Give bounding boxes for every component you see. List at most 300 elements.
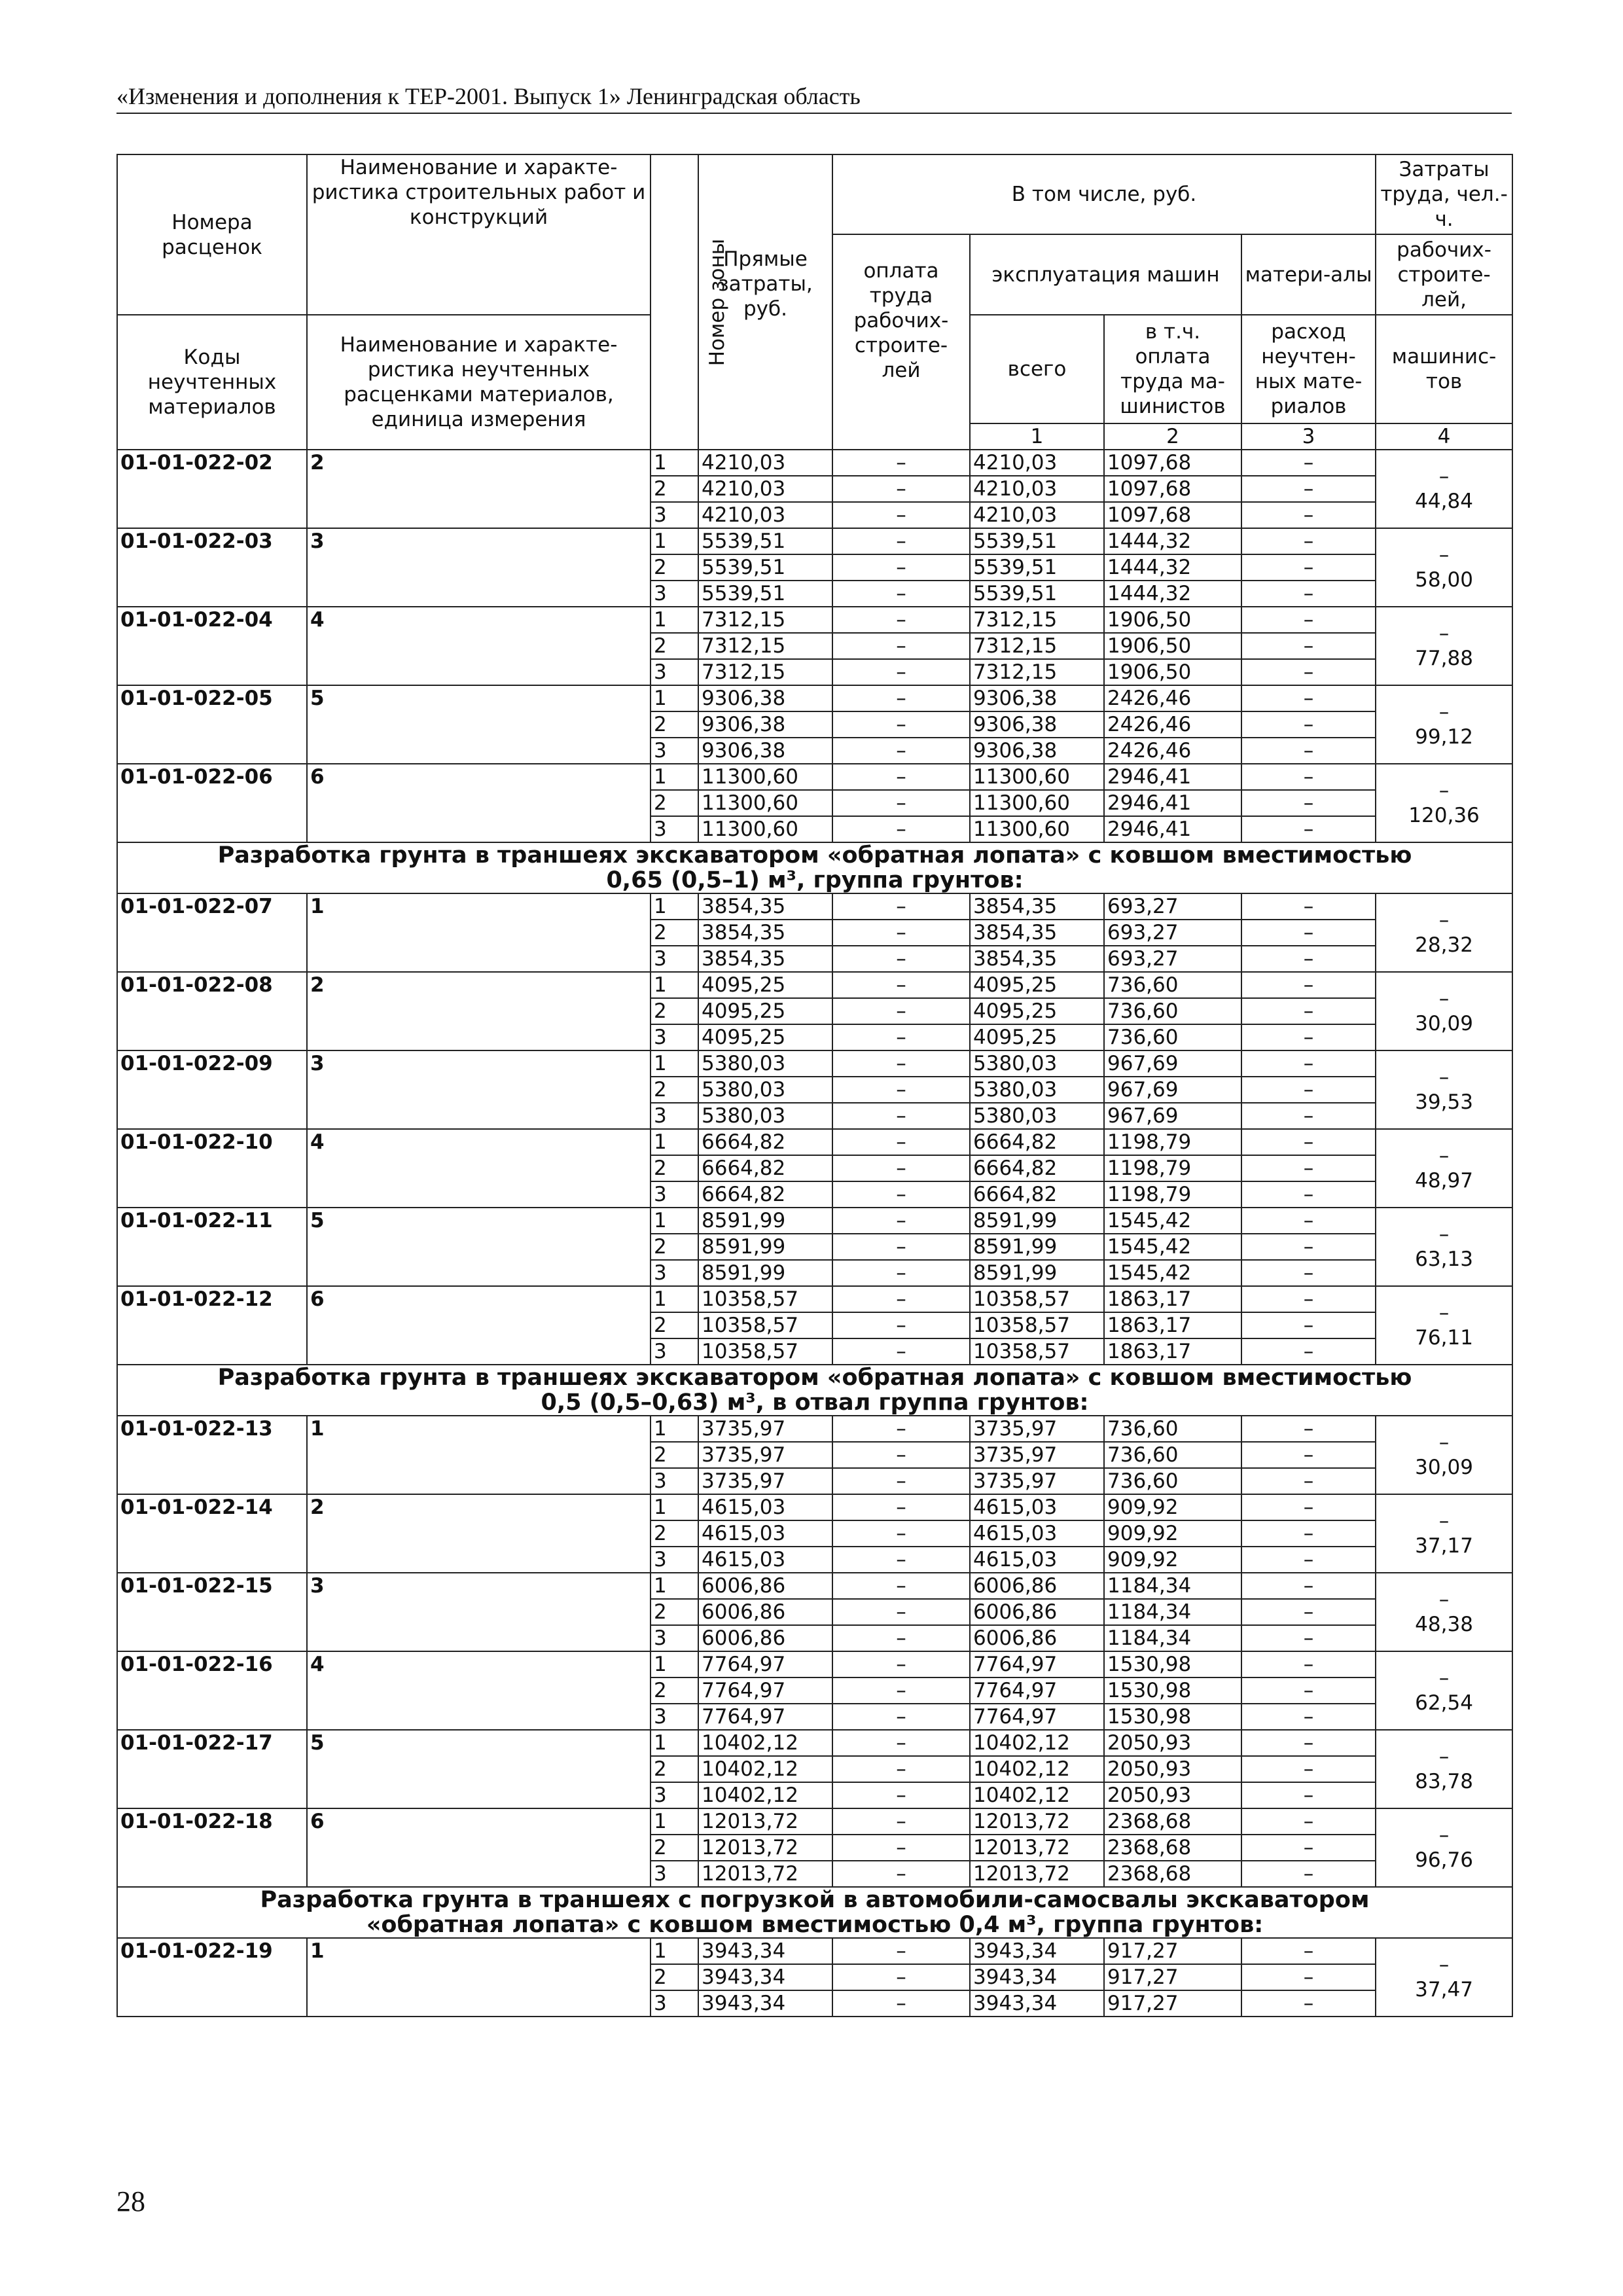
labor-costs: [1376, 450, 1512, 528]
machines-total-value: 5380,03: [970, 1103, 1104, 1129]
labor-costs: [1376, 1416, 1512, 1494]
materials-value: –: [1241, 1625, 1376, 1651]
machines-total-value: 4095,25: [970, 972, 1104, 998]
section-heading: [117, 1365, 1512, 1416]
table-row: [117, 1730, 1512, 1756]
direct-costs-value: 6664,82: [698, 1129, 832, 1155]
zone-number: 2: [651, 1312, 698, 1338]
machines-total-value: 4095,25: [970, 998, 1104, 1024]
machines-total-value: 8591,99: [970, 1208, 1104, 1234]
machinists-wages-value: 967,69: [1104, 1050, 1241, 1077]
table-row: [117, 1573, 1512, 1599]
labor-machinists-value: 44,84: [1415, 490, 1473, 513]
soil-group: 1: [307, 893, 651, 972]
table-row: [117, 528, 1512, 554]
soil-group: 5: [307, 1730, 651, 1808]
machinists-wages-value: 1906,50: [1104, 659, 1241, 685]
machines-total-value: 8591,99: [970, 1234, 1104, 1260]
soil-group: 3: [307, 1050, 651, 1129]
machines-total-value: 4210,03: [970, 502, 1104, 528]
wages-value: –: [832, 1964, 970, 1990]
labor-costs: [1376, 1808, 1512, 1887]
wages-value: –: [832, 1468, 970, 1494]
machines-total-value: 3943,34: [970, 1990, 1104, 2017]
soil-group: 3: [307, 528, 651, 607]
materials-value: –: [1241, 1234, 1376, 1260]
machinists-wages-value: 1530,98: [1104, 1651, 1241, 1677]
rate-code: 01-01-022-15: [117, 1573, 307, 1651]
wages-value: –: [832, 1024, 970, 1050]
direct-costs-value: 3943,34: [698, 1938, 832, 1964]
direct-costs-value: 7312,15: [698, 633, 832, 659]
zone-number: 1: [651, 1651, 698, 1677]
materials-value: –: [1241, 946, 1376, 972]
zone-number: 1: [651, 1938, 698, 1964]
table-row: [117, 893, 1512, 920]
direct-costs-value: 9306,38: [698, 685, 832, 711]
section-heading-line: Разработка грунта в траншеях экскаватором «обратная лопата» с ковшом вместимостью: [217, 1365, 1412, 1391]
rate-code: 01-01-022-16: [117, 1651, 307, 1730]
machinists-wages-value: 1444,32: [1104, 581, 1241, 607]
materials-value: –: [1241, 1808, 1376, 1835]
wages-value: –: [832, 1338, 970, 1365]
materials-value: –: [1241, 1260, 1376, 1286]
labor-machinists-value: 63,13: [1415, 1247, 1473, 1271]
direct-costs-value: 11300,60: [698, 764, 832, 790]
machinists-wages-value: 736,60: [1104, 998, 1241, 1024]
machinists-wages-value: 2368,68: [1104, 1808, 1241, 1835]
direct-costs-value: 10358,57: [698, 1338, 832, 1365]
direct-costs-value: 10358,57: [698, 1286, 832, 1312]
column-number: 3: [1241, 423, 1376, 450]
machinists-wages-value: 1198,79: [1104, 1155, 1241, 1181]
zone-number: 2: [651, 1756, 698, 1782]
wages-value: –: [832, 1129, 970, 1155]
wages-value: –: [832, 1756, 970, 1782]
materials-value: –: [1241, 554, 1376, 581]
machines-total-value: 3943,34: [970, 1964, 1104, 1990]
soil-group: 5: [307, 1208, 651, 1286]
wages-value: –: [832, 1208, 970, 1234]
materials-value: –: [1241, 1756, 1376, 1782]
machines-total-value: 11300,60: [970, 790, 1104, 816]
materials-value: –: [1241, 1312, 1376, 1338]
materials-value: –: [1241, 1416, 1376, 1442]
labor-costs: [1376, 685, 1512, 764]
machinists-wages-value: 1545,42: [1104, 1208, 1241, 1234]
machinists-wages-value: 2946,41: [1104, 764, 1241, 790]
machines-total-value: 3854,35: [970, 946, 1104, 972]
machinists-wages-value: 1097,68: [1104, 450, 1241, 476]
materials-value: –: [1241, 738, 1376, 764]
header-including: В том числе, руб.: [832, 154, 1376, 234]
wages-value: –: [832, 790, 970, 816]
wages-value: –: [832, 1260, 970, 1286]
labor-builders-value: –: [1438, 1745, 1450, 1768]
materials-value: –: [1241, 1181, 1376, 1208]
wages-value: –: [832, 1416, 970, 1442]
machinists-wages-value: 909,92: [1104, 1520, 1241, 1547]
machines-total-value: 12013,72: [970, 1808, 1104, 1835]
machines-total-value: 4210,03: [970, 450, 1104, 476]
rate-code: 01-01-022-06: [117, 764, 307, 842]
zone-number: 2: [651, 711, 698, 738]
wages-value: –: [832, 581, 970, 607]
zone-number: 3: [651, 1625, 698, 1651]
soil-group: 2: [307, 1494, 651, 1573]
zone-number: 1: [651, 1808, 698, 1835]
zone-number: 3: [651, 738, 698, 764]
wages-value: –: [832, 450, 970, 476]
direct-costs-value: 10402,12: [698, 1730, 832, 1756]
zone-number: 1: [651, 450, 698, 476]
materials-value: –: [1241, 1547, 1376, 1573]
direct-costs-value: 3943,34: [698, 1990, 832, 2017]
soil-group: 5: [307, 685, 651, 764]
zone-number: 1: [651, 1129, 698, 1155]
zone-number: 2: [651, 998, 698, 1024]
wages-value: –: [832, 1938, 970, 1964]
zone-number: 3: [651, 1338, 698, 1365]
direct-costs-value: 5539,51: [698, 554, 832, 581]
labor-machinists-value: 48,97: [1415, 1169, 1473, 1193]
machinists-wages-value: 1444,32: [1104, 554, 1241, 581]
labor-costs: [1376, 1494, 1512, 1573]
machinists-wages-value: 736,60: [1104, 1416, 1241, 1442]
rate-code: 01-01-022-05: [117, 685, 307, 764]
header-labor-costs: Затраты труда, чел.-ч.: [1376, 154, 1512, 234]
table-row: [117, 1651, 1512, 1677]
labor-machinists-value: 30,09: [1415, 1456, 1473, 1479]
header-machinists: машинис-тов: [1376, 315, 1512, 423]
machines-total-value: 4095,25: [970, 1024, 1104, 1050]
labor-costs: [1376, 972, 1512, 1050]
machinists-wages-value: 1097,68: [1104, 476, 1241, 502]
labor-builders-value: –: [1438, 1666, 1450, 1690]
machines-total-value: 7764,97: [970, 1677, 1104, 1704]
zone-number: 1: [651, 685, 698, 711]
wages-value: –: [832, 1234, 970, 1260]
labor-costs: [1376, 1208, 1512, 1286]
machines-total-value: 6006,86: [970, 1599, 1104, 1625]
labor-costs: [1376, 528, 1512, 607]
materials-value: –: [1241, 1442, 1376, 1468]
rate-code: 01-01-022-17: [117, 1730, 307, 1808]
labor-builders-value: –: [1438, 465, 1450, 488]
materials-value: –: [1241, 607, 1376, 633]
direct-costs-value: 7764,97: [698, 1677, 832, 1704]
zone-number: 2: [651, 1234, 698, 1260]
machinists-wages-value: 693,27: [1104, 920, 1241, 946]
direct-costs-value: 6006,86: [698, 1573, 832, 1599]
soil-group: 1: [307, 1416, 651, 1494]
materials-value: –: [1241, 972, 1376, 998]
materials-value: –: [1241, 633, 1376, 659]
rates-table: [116, 154, 1513, 2017]
machinists-wages-value: 1198,79: [1104, 1181, 1241, 1208]
zone-number: 1: [651, 764, 698, 790]
wages-value: –: [832, 1651, 970, 1677]
machinists-wages-value: 2426,46: [1104, 738, 1241, 764]
direct-costs-value: 3854,35: [698, 946, 832, 972]
zone-number: 3: [651, 502, 698, 528]
wages-value: –: [832, 972, 970, 998]
wages-value: –: [832, 946, 970, 972]
header-name-bottom: Наименование и характе-ристика неучтенных расценками материалов, единица измерения: [307, 315, 651, 450]
machines-total-value: 11300,60: [970, 764, 1104, 790]
soil-group: 6: [307, 1286, 651, 1365]
wages-value: –: [832, 1599, 970, 1625]
header-machine-operation: эксплуатация машин: [970, 234, 1241, 315]
wages-value: –: [832, 1494, 970, 1520]
zone-number: 1: [651, 528, 698, 554]
materials-value: –: [1241, 1964, 1376, 1990]
labor-machinists-value: 76,11: [1415, 1326, 1473, 1350]
direct-costs-value: 5539,51: [698, 581, 832, 607]
materials-value: –: [1241, 816, 1376, 842]
table-row: [117, 1938, 1512, 1964]
materials-value: –: [1241, 1468, 1376, 1494]
direct-costs-value: 8591,99: [698, 1234, 832, 1260]
materials-value: –: [1241, 450, 1376, 476]
rate-code: 01-01-022-08: [117, 972, 307, 1050]
materials-value: –: [1241, 1024, 1376, 1050]
header-total: всего: [970, 315, 1104, 423]
materials-value: –: [1241, 1782, 1376, 1808]
header-zone-number: Номер зоны: [651, 154, 698, 450]
materials-value: –: [1241, 1599, 1376, 1625]
wages-value: –: [832, 1155, 970, 1181]
zone-number: 3: [651, 1103, 698, 1129]
zone-number: 2: [651, 1599, 698, 1625]
wages-value: –: [832, 1808, 970, 1835]
materials-value: –: [1241, 1208, 1376, 1234]
rate-code: 01-01-022-10: [117, 1129, 307, 1208]
direct-costs-value: 10402,12: [698, 1782, 832, 1808]
zone-number: 3: [651, 659, 698, 685]
direct-costs-value: 8591,99: [698, 1208, 832, 1234]
rate-code: 01-01-022-12: [117, 1286, 307, 1365]
rate-code: 01-01-022-18: [117, 1808, 307, 1887]
machines-total-value: 10358,57: [970, 1286, 1104, 1312]
column-number: 2: [1104, 423, 1241, 450]
materials-value: –: [1241, 1338, 1376, 1365]
machines-total-value: 6006,86: [970, 1625, 1104, 1651]
machinists-wages-value: 2050,93: [1104, 1782, 1241, 1808]
zone-number: 1: [651, 1208, 698, 1234]
machines-total-value: 10402,12: [970, 1782, 1104, 1808]
machines-total-value: 3943,34: [970, 1938, 1104, 1964]
soil-group: 4: [307, 1129, 651, 1208]
zone-number: 1: [651, 1050, 698, 1077]
header-machinists-wages: в т.ч. оплата труда ма-шинистов: [1104, 315, 1241, 423]
zone-number: 2: [651, 790, 698, 816]
wages-value: –: [832, 1573, 970, 1599]
header-wages: оплата труда рабочих-строите-лей: [832, 234, 970, 450]
table-row: [117, 1208, 1512, 1234]
zone-number: 3: [651, 1990, 698, 2017]
machinists-wages-value: 917,27: [1104, 1938, 1241, 1964]
wages-value: –: [832, 1050, 970, 1077]
zone-number: 3: [651, 1704, 698, 1730]
direct-costs-value: 5380,03: [698, 1077, 832, 1103]
table-row: [117, 450, 1512, 476]
materials-value: –: [1241, 1730, 1376, 1756]
materials-value: –: [1241, 1938, 1376, 1964]
direct-costs-value: 4210,03: [698, 502, 832, 528]
materials-value: –: [1241, 1573, 1376, 1599]
zone-number: 2: [651, 633, 698, 659]
wages-value: –: [832, 920, 970, 946]
zone-number: 2: [651, 1835, 698, 1861]
materials-value: –: [1241, 1155, 1376, 1181]
labor-machinists-value: 48,38: [1415, 1613, 1473, 1636]
machines-total-value: 9306,38: [970, 711, 1104, 738]
labor-builders-value: –: [1438, 1823, 1450, 1847]
direct-costs-value: 3854,35: [698, 920, 832, 946]
direct-costs-value: 5539,51: [698, 528, 832, 554]
materials-value: –: [1241, 1990, 1376, 2017]
rate-code: 01-01-022-03: [117, 528, 307, 607]
section-heading: [117, 842, 1512, 893]
zone-number: 2: [651, 920, 698, 946]
section-heading-line: 0,5 (0,5–0,63) м³, в отвал группа грунтов:: [541, 1390, 1089, 1416]
header-name-top: Наименование и характе-ристика строительных работ и конструкций: [307, 154, 651, 315]
machines-total-value: 5380,03: [970, 1077, 1104, 1103]
machines-total-value: 10402,12: [970, 1730, 1104, 1756]
wages-value: –: [832, 1520, 970, 1547]
machinists-wages-value: 2050,93: [1104, 1756, 1241, 1782]
wages-value: –: [832, 528, 970, 554]
soil-group: 6: [307, 764, 651, 842]
machines-total-value: 4615,03: [970, 1520, 1104, 1547]
direct-costs-value: 5380,03: [698, 1103, 832, 1129]
zone-number: 2: [651, 476, 698, 502]
wages-value: –: [832, 1861, 970, 1887]
section-heading-row: [117, 1365, 1512, 1416]
wages-value: –: [832, 633, 970, 659]
labor-costs: [1376, 1730, 1512, 1808]
machines-total-value: 4615,03: [970, 1494, 1104, 1520]
header-materials: матери-алы: [1241, 234, 1376, 315]
machines-total-value: 7764,97: [970, 1704, 1104, 1730]
materials-value: –: [1241, 1050, 1376, 1077]
soil-group: 2: [307, 972, 651, 1050]
zone-number: 3: [651, 1024, 698, 1050]
labor-costs: [1376, 607, 1512, 685]
table-row: [117, 1416, 1512, 1442]
materials-value: –: [1241, 711, 1376, 738]
direct-costs-value: 4210,03: [698, 476, 832, 502]
direct-costs-value: 10358,57: [698, 1312, 832, 1338]
section-heading-line: Разработка грунта в траншеях экскаватором «обратная лопата» с ковшом вместимостью: [217, 842, 1412, 869]
direct-costs-value: 12013,72: [698, 1808, 832, 1835]
direct-costs-value: 11300,60: [698, 816, 832, 842]
table-row: [117, 685, 1512, 711]
machinists-wages-value: 736,60: [1104, 972, 1241, 998]
machines-total-value: 3854,35: [970, 920, 1104, 946]
wages-value: –: [832, 1625, 970, 1651]
wages-value: –: [832, 1181, 970, 1208]
zone-number: 1: [651, 893, 698, 920]
labor-costs: [1376, 1286, 1512, 1365]
machines-total-value: 7312,15: [970, 633, 1104, 659]
direct-costs-value: 8591,99: [698, 1260, 832, 1286]
machines-total-value: 5539,51: [970, 528, 1104, 554]
machines-total-value: 10402,12: [970, 1756, 1104, 1782]
zone-number: 1: [651, 607, 698, 633]
machinists-wages-value: 1184,34: [1104, 1573, 1241, 1599]
machinists-wages-value: 1444,32: [1104, 528, 1241, 554]
machines-total-value: 12013,72: [970, 1835, 1104, 1861]
direct-costs-value: 4615,03: [698, 1547, 832, 1573]
materials-value: –: [1241, 1286, 1376, 1312]
table-body: [117, 450, 1512, 2017]
labor-builders-value: –: [1438, 1509, 1450, 1533]
table-row: [117, 972, 1512, 998]
zone-number: 1: [651, 1730, 698, 1756]
labor-machinists-value: 37,17: [1415, 1534, 1473, 1558]
machines-total-value: 6006,86: [970, 1573, 1104, 1599]
machinists-wages-value: 1863,17: [1104, 1286, 1241, 1312]
wages-value: –: [832, 1312, 970, 1338]
column-number: 1: [970, 423, 1104, 450]
machinists-wages-value: 2426,46: [1104, 711, 1241, 738]
direct-costs-value: 3735,97: [698, 1442, 832, 1468]
labor-machinists-value: 62,54: [1415, 1691, 1473, 1715]
labor-builders-value: –: [1438, 543, 1450, 567]
zone-number: 2: [651, 1155, 698, 1181]
section-heading-line: 0,65 (0,5–1) м³, группа грунтов:: [606, 867, 1024, 893]
materials-value: –: [1241, 1861, 1376, 1887]
direct-costs-value: 4210,03: [698, 450, 832, 476]
table-row: [117, 1286, 1512, 1312]
direct-costs-value: 3943,34: [698, 1964, 832, 1990]
labor-costs: [1376, 1651, 1512, 1730]
labor-machinists-value: 77,88: [1415, 647, 1473, 670]
machinists-wages-value: 736,60: [1104, 1468, 1241, 1494]
machinists-wages-value: 1906,50: [1104, 633, 1241, 659]
direct-costs-value: 12013,72: [698, 1861, 832, 1887]
direct-costs-value: 9306,38: [698, 738, 832, 764]
labor-costs: [1376, 764, 1512, 842]
machines-total-value: 3735,97: [970, 1416, 1104, 1442]
direct-costs-value: 4615,03: [698, 1520, 832, 1547]
machines-total-value: 5380,03: [970, 1050, 1104, 1077]
materials-value: –: [1241, 1077, 1376, 1103]
machines-total-value: 6664,82: [970, 1155, 1104, 1181]
header-builders: рабочих-строите-лей,: [1376, 234, 1512, 315]
header-rate-numbers: Номера расценок: [117, 154, 307, 315]
machines-total-value: 11300,60: [970, 816, 1104, 842]
materials-value: –: [1241, 476, 1376, 502]
machines-total-value: 9306,38: [970, 685, 1104, 711]
table-header: [117, 154, 1512, 450]
materials-value: –: [1241, 502, 1376, 528]
machinists-wages-value: 1545,42: [1104, 1234, 1241, 1260]
materials-value: –: [1241, 1494, 1376, 1520]
rate-code: 01-01-022-13: [117, 1416, 307, 1494]
wages-value: –: [832, 1730, 970, 1756]
machines-total-value: 4615,03: [970, 1547, 1104, 1573]
labor-builders-value: –: [1438, 700, 1450, 724]
rate-code: 01-01-022-09: [117, 1050, 307, 1129]
zone-number: 3: [651, 1468, 698, 1494]
soil-group: 6: [307, 1808, 651, 1887]
machines-total-value: 8591,99: [970, 1260, 1104, 1286]
section-heading: [117, 1887, 1512, 1938]
wages-value: –: [832, 1677, 970, 1704]
